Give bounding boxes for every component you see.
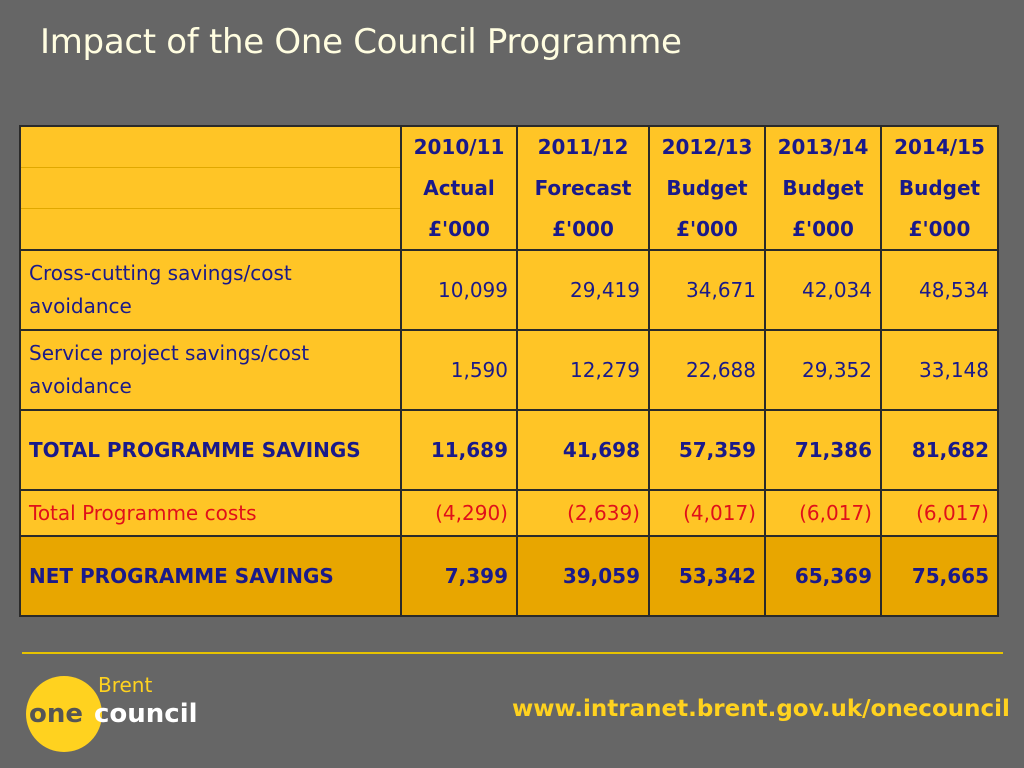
row-value: (4,290) xyxy=(401,490,517,536)
header-year: 2013/14 xyxy=(765,126,881,168)
row-value: (6,017) xyxy=(765,490,881,536)
footer-url: www.intranet.brent.gov.uk/onecouncil xyxy=(512,696,1010,722)
header-year: 2010/11 xyxy=(401,126,517,168)
brent-one-council-logo xyxy=(22,672,222,752)
row-value: 34,671 xyxy=(649,250,765,330)
header-row-units xyxy=(20,209,998,251)
slide-title: Impact of the One Council Programme xyxy=(40,22,682,62)
row-value: 39,059 xyxy=(517,536,649,616)
row-value: 29,352 xyxy=(765,330,881,410)
row-value: (4,017) xyxy=(649,490,765,536)
logo-one-text: one xyxy=(29,699,84,729)
table-row xyxy=(20,250,998,330)
net-savings-row xyxy=(20,536,998,616)
header-blank-cell xyxy=(20,209,401,251)
row-value: (6,017) xyxy=(881,490,998,536)
row-value: 81,682 xyxy=(881,410,998,490)
header-unit: £'000 xyxy=(765,209,881,251)
row-value: 29,419 xyxy=(517,250,649,330)
logo-council-text: council xyxy=(94,699,198,729)
row-value: 7,399 xyxy=(401,536,517,616)
header-year: 2012/13 xyxy=(649,126,765,168)
row-value: (2,639) xyxy=(517,490,649,536)
table-row xyxy=(20,330,998,410)
row-value: 75,665 xyxy=(881,536,998,616)
row-value: 22,688 xyxy=(649,330,765,410)
header-type: Budget xyxy=(881,168,998,209)
header-year: 2014/15 xyxy=(881,126,998,168)
header-unit: £'000 xyxy=(517,209,649,251)
row-label: TOTAL PROGRAMME SAVINGS xyxy=(20,410,401,490)
row-value: 12,279 xyxy=(517,330,649,410)
row-value: 57,359 xyxy=(649,410,765,490)
header-blank-cell xyxy=(20,126,401,168)
row-label: Total Programme costs xyxy=(20,490,401,536)
header-row-types xyxy=(20,168,998,209)
savings-table xyxy=(19,125,999,617)
header-type: Budget xyxy=(765,168,881,209)
row-value: 10,099 xyxy=(401,250,517,330)
row-value: 71,386 xyxy=(765,410,881,490)
footer-divider xyxy=(22,652,1003,654)
row-value: 1,590 xyxy=(401,330,517,410)
total-savings-row xyxy=(20,410,998,490)
header-year: 2011/12 xyxy=(517,126,649,168)
header-unit: £'000 xyxy=(881,209,998,251)
row-label: Service project savings/cost avoidance xyxy=(20,330,401,410)
row-value: 33,148 xyxy=(881,330,998,410)
logo-brent-text: Brent xyxy=(98,673,153,697)
row-value: 65,369 xyxy=(765,536,881,616)
row-value: 11,689 xyxy=(401,410,517,490)
header-type: Budget xyxy=(649,168,765,209)
header-blank-cell xyxy=(20,168,401,209)
header-row-years xyxy=(20,126,998,168)
row-value: 41,698 xyxy=(517,410,649,490)
row-label: Cross-cutting savings/cost avoidance xyxy=(20,250,401,330)
costs-row xyxy=(20,490,998,536)
header-unit: £'000 xyxy=(649,209,765,251)
row-value: 48,534 xyxy=(881,250,998,330)
row-value: 42,034 xyxy=(765,250,881,330)
row-label: NET PROGRAMME SAVINGS xyxy=(20,536,401,616)
header-type: Actual xyxy=(401,168,517,209)
header-type: Forecast xyxy=(517,168,649,209)
row-value: 53,342 xyxy=(649,536,765,616)
header-unit: £'000 xyxy=(401,209,517,251)
